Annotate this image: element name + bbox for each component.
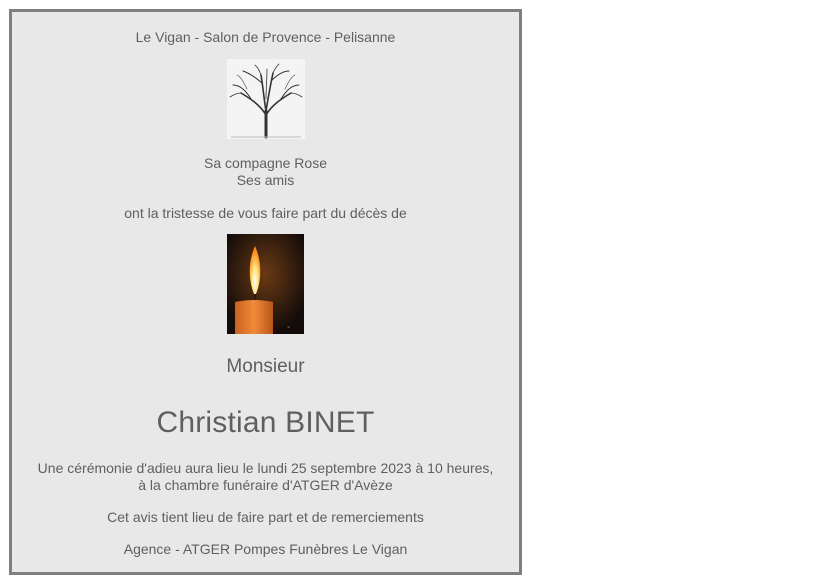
svg-text:~: ~ [287, 325, 290, 331]
announcement-text: ont la tristesse de vous faire part du décès de [124, 205, 407, 221]
family-line-2: Ses amis [236, 172, 295, 188]
deceased-name: Christian BINET [156, 406, 375, 439]
death-notice-card [9, 9, 522, 575]
ceremony-line-1: Une cérémonie d'adieu aura lieu le lundi 25 septembre 2023 à 10 heures, [37, 460, 494, 476]
locations-line: Le Vigan - Salon de Provence - Pelisanne [135, 29, 396, 45]
ceremony-line-2: à la chambre funéraire d'ATGER d'Avèze [138, 477, 393, 493]
closing-text: Cet avis tient lieu de faire part et de remerciements [107, 509, 424, 525]
tree-icon [227, 59, 305, 139]
family-line-1: Sa compagne Rose [204, 155, 327, 171]
agency-text: Agence - ATGER Pompes Funèbres Le Vigan [123, 541, 408, 557]
honorific-title: Monsieur [226, 356, 305, 377]
candle-icon [227, 234, 304, 334]
